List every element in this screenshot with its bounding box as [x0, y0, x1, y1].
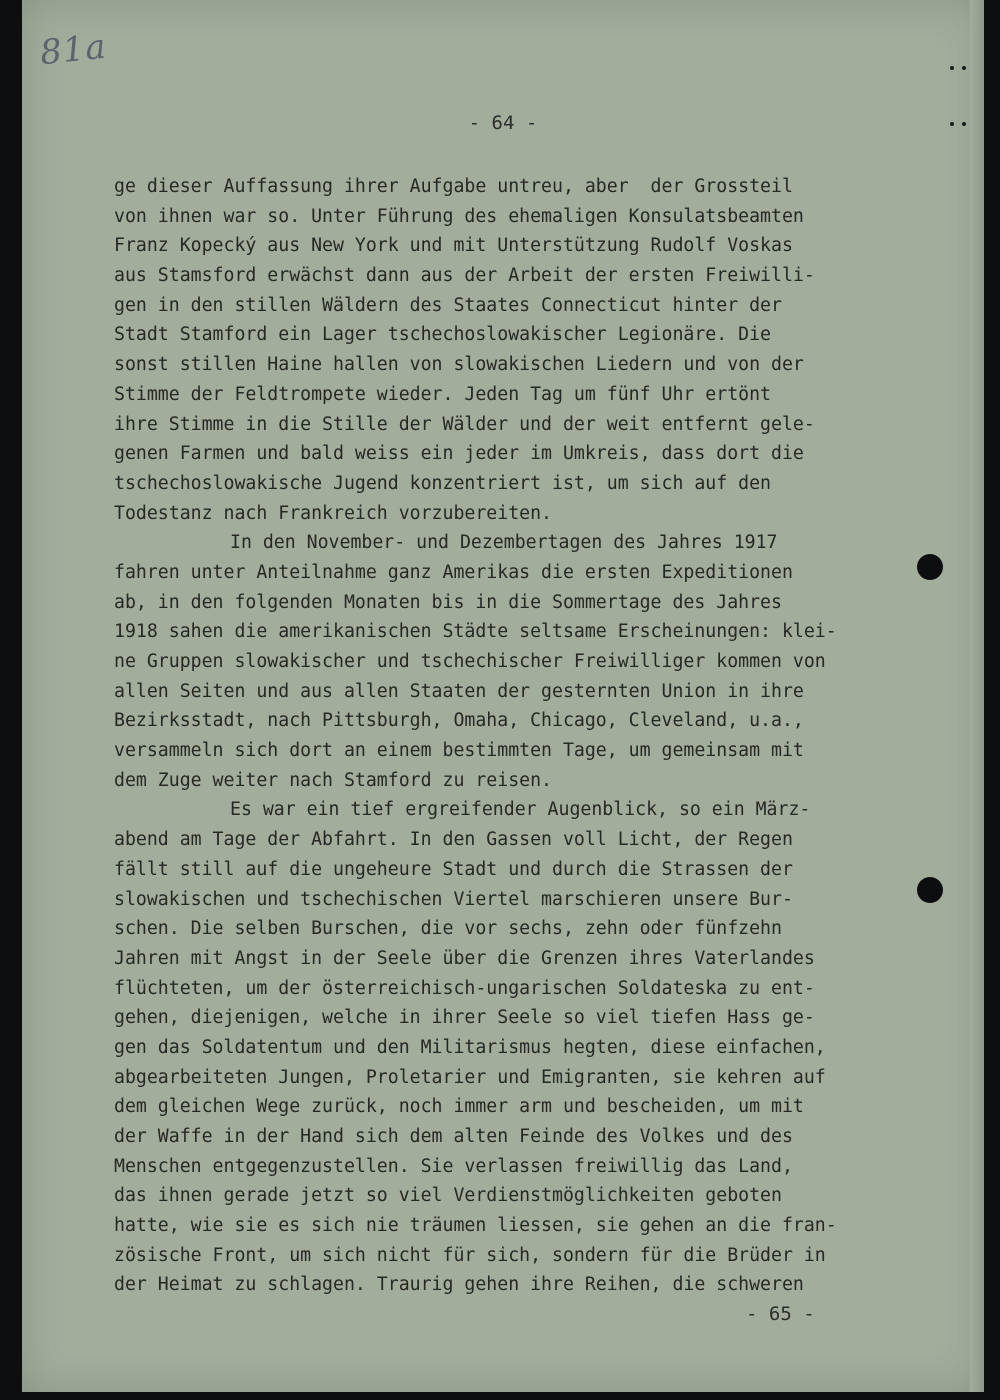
text-line: fällt still auf die ungeheure Stadt und durch die Strassen der: [114, 858, 793, 880]
text-line: ne Gruppen slowakischer und tschechischer Freiwilliger kommen von: [114, 651, 826, 672]
text-line: aus Stamsford erwächst dann aus der Arbeit der ersten Freiwilli-: [114, 265, 815, 287]
text-line: Es war ein tief ergreifender Augenblick, so ein März-: [230, 799, 811, 821]
text-line: ab, in den folgenden Monaten bis in die Sommertage des Jahres: [114, 591, 782, 613]
text-line: genen Farmen und bald weiss ein jeder im Umkreis, dass dort die: [114, 443, 804, 465]
text-line: ge dieser Auffassung ihrer Aufgabe untreu, aber der Grossteil: [114, 176, 793, 197]
page-edge-shadow: [970, 0, 984, 1392]
text-line: sonst stillen Haine hallen von slowakischen Liedern und von der: [114, 354, 804, 376]
text-line: Stadt Stamford ein Lager tschechoslowakischer Legionäre. Die: [114, 324, 771, 346]
text-line: tschechoslowakische Jugend konzentriert ist, um sich auf den: [114, 472, 771, 494]
text-line: In den November- und Dezembertagen des Jahres 1917: [230, 532, 778, 554]
body-text: [114, 172, 914, 1300]
text-line: schen. Die selben Burschen, die vor sechs, zehn oder fünfzehn: [114, 918, 782, 940]
scan-mark: [962, 122, 966, 126]
text-line: allen Seiten und aus allen Staaten der gesternten Union in ihre: [114, 680, 804, 702]
punch-hole-bottom: [917, 877, 943, 903]
text-line: abgearbeiteten Jungen, Proletarier und Emigranten, sie kehren auf: [114, 1066, 826, 1088]
text-line: fahren unter Anteilnahme ganz Amerikas die ersten Expeditionen: [114, 561, 793, 583]
text-line: Franz Kopecký aus New York und mit Unterstützung Rudolf Voskas: [114, 235, 793, 257]
text-line: abend am Tage der Abfahrt. In den Gassen voll Licht, der Regen: [114, 829, 793, 851]
scan-mark: [950, 66, 954, 70]
scan-mark: [962, 66, 966, 70]
text-line: hatte, wie sie es sich nie träumen liessen, sie gehen an die fran-: [114, 1215, 837, 1237]
text-line: gehen, diejenigen, welche in ihrer Seele so viel tiefen Hass ge-: [114, 1007, 815, 1029]
text-line: dem Zuge weiter nach Stamford zu reisen.: [114, 769, 552, 791]
text-line: der Waffe in der Hand sich dem alten Feinde des Volkes und des: [114, 1126, 793, 1147]
text-line: versammeln sich dort an einem bestimmten Tage, um gemeinsam mit: [114, 740, 804, 762]
text-line: Bezirksstadt, nach Pittsburgh, Omaha, Chicago, Cleveland, u.a.,: [114, 710, 804, 732]
handwritten-annotation: 81a: [38, 26, 109, 74]
document-page: [22, 0, 984, 1392]
punch-hole-top: [917, 554, 943, 580]
text-line: Menschen entgegenzustellen. Sie verlassen freiwillig das Land,: [114, 1155, 793, 1177]
text-line: flüchteten, um der österreichisch-ungarischen Soldateska zu ent-: [114, 977, 815, 999]
footer-page-number: - 65 -: [746, 1303, 815, 1325]
text-line: das ihnen gerade jetzt so viel Verdienstmöglichkeiten geboten: [114, 1185, 782, 1207]
text-line: gen in den stillen Wäldern des Staates Connecticut hinter der: [114, 294, 782, 316]
text-line: ihre Stimme in die Stille der Wälder und der weit entfernt gele-: [114, 413, 815, 435]
text-line: Stimme der Feldtrompete wieder. Jeden Tag um fünf Uhr ertönt: [114, 383, 771, 405]
text-line: von ihnen war so. Unter Führung des ehemaligen Konsulatsbeamten: [114, 205, 804, 227]
header-page-number: - 64 -: [468, 112, 538, 134]
text-line: Jahren mit Angst in der Seele über die Grenzen ihres Vaterlandes: [114, 947, 815, 969]
text-line: der Heimat zu schlagen. Traurig gehen ihre Reihen, die schweren: [114, 1274, 804, 1296]
text-line: 1918 sahen die amerikanischen Städte seltsame Erscheinungen: klei-: [114, 621, 837, 643]
text-line: gen das Soldatentum und den Militarismus hegten, diese einfachen,: [114, 1036, 826, 1058]
text-line: slowakischen und tschechischen Viertel marschieren unsere Bur-: [114, 888, 793, 910]
scan-mark: [950, 122, 954, 126]
text-line: dem gleichen Wege zurück, noch immer arm und bescheiden, um mit: [114, 1096, 804, 1118]
text-line: zösische Front, um sich nicht für sich, sondern für die Brüder in: [114, 1244, 826, 1266]
text-line: Todestanz nach Frankreich vorzubereiten.: [114, 502, 552, 524]
